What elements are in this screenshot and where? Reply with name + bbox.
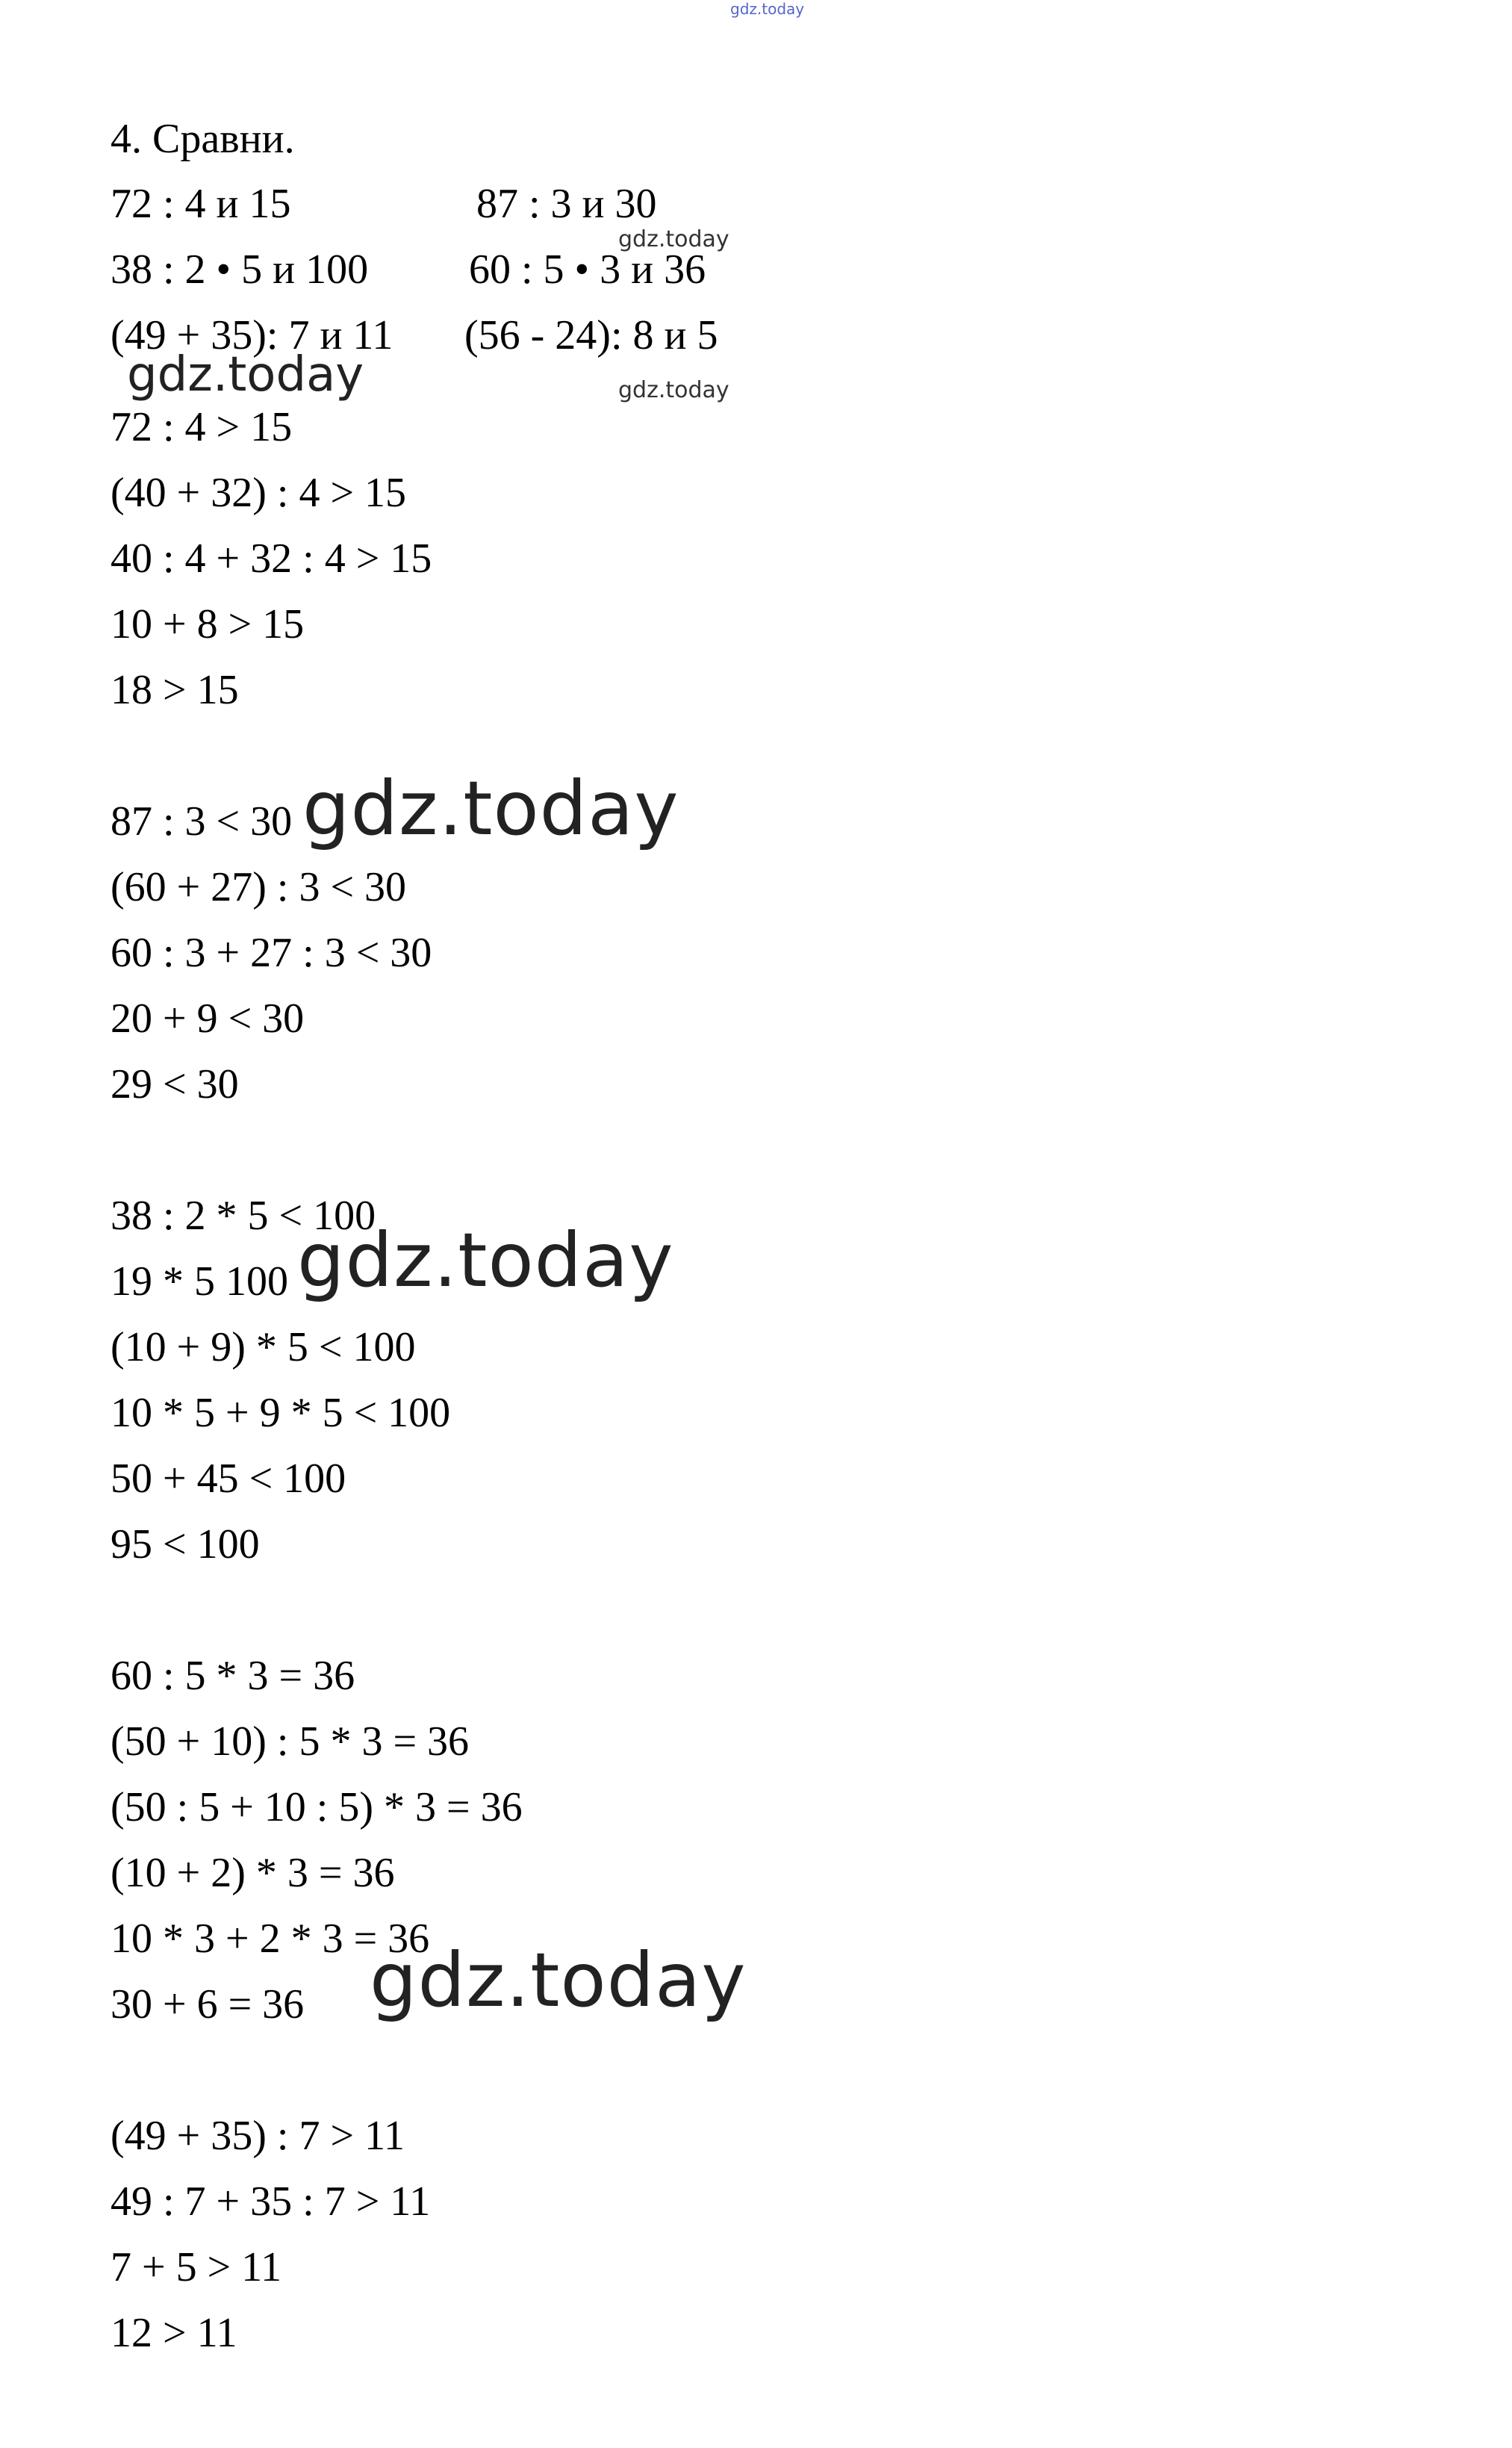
- task-heading: 4. Сравни.: [111, 116, 295, 162]
- solution-1-line-4: 10 + 8 > 15: [111, 601, 305, 647]
- solution-3-line-2: 19 * 5 100: [111, 1258, 288, 1305]
- solution-4-line-3: (50 : 5 + 10 : 5) * 3 = 36: [111, 1784, 523, 1830]
- solution-4-line-5: 10 * 3 + 2 * 3 = 36: [111, 1916, 430, 1962]
- solution-1-line-2: (40 + 32) : 4 > 15: [111, 470, 407, 516]
- solution-5-line-4: 12 > 11: [111, 2310, 237, 2356]
- watermark-small-1: gdz.today: [618, 226, 729, 252]
- solution-2-line-1: 87 : 3 < 30: [111, 798, 293, 845]
- watermark-big-1: gdz.today: [302, 765, 679, 852]
- watermark-big-2: gdz.today: [297, 1217, 674, 1304]
- solution-2-line-5: 29 < 30: [111, 1061, 239, 1107]
- solution-2-line-3: 60 : 3 + 27 : 3 < 30: [111, 930, 432, 976]
- watermark-mid: gdz.today: [127, 347, 364, 403]
- given-left-1: 72 : 4 и 15: [111, 181, 291, 227]
- solution-4-line-1: 60 : 5 * 3 = 36: [111, 1653, 355, 1699]
- solution-3-line-6: 95 < 100: [111, 1521, 260, 1568]
- solution-1-line-1: 72 : 4 > 15: [111, 404, 293, 450]
- solution-1-line-3: 40 : 4 + 32 : 4 > 15: [111, 535, 432, 582]
- solution-2-line-4: 20 + 9 < 30: [111, 995, 305, 1042]
- given-right-3: (56 - 24): 8 и 5: [464, 312, 718, 358]
- watermark-big-3: gdz.today: [370, 1936, 747, 2024]
- solution-4-line-2: (50 + 10) : 5 * 3 = 36: [111, 1718, 470, 1765]
- solution-3-line-3: (10 + 9) * 5 < 100: [111, 1324, 416, 1370]
- solution-3-line-5: 50 + 45 < 100: [111, 1456, 346, 1502]
- solution-4-line-4: (10 + 2) * 3 = 36: [111, 1850, 395, 1896]
- solution-4-line-6: 30 + 6 = 36: [111, 1981, 305, 2028]
- solution-5-line-3: 7 + 5 > 11: [111, 2244, 282, 2290]
- solution-3-line-4: 10 * 5 + 9 * 5 < 100: [111, 1390, 451, 1436]
- watermark-small-2: gdz.today: [618, 377, 729, 403]
- given-left-2: 38 : 2 • 5 и 100: [111, 246, 369, 293]
- given-right-2: 60 : 5 • 3 и 36: [469, 246, 706, 293]
- solution-5-line-1: (49 + 35) : 7 > 11: [111, 2113, 405, 2159]
- solution-2-line-2: (60 + 27) : 3 < 30: [111, 864, 407, 910]
- given-right-1: 87 : 3 и 30: [476, 181, 657, 227]
- given-left-3: (49 + 35): 7 и 11: [111, 312, 393, 358]
- watermark-top: gdz.today: [730, 0, 805, 18]
- solution-5-line-2: 49 : 7 + 35 : 7 > 11: [111, 2178, 431, 2225]
- solution-1-line-5: 18 > 15: [111, 667, 239, 713]
- solution-3-line-1: 38 : 2 * 5 < 100: [111, 1193, 376, 1239]
